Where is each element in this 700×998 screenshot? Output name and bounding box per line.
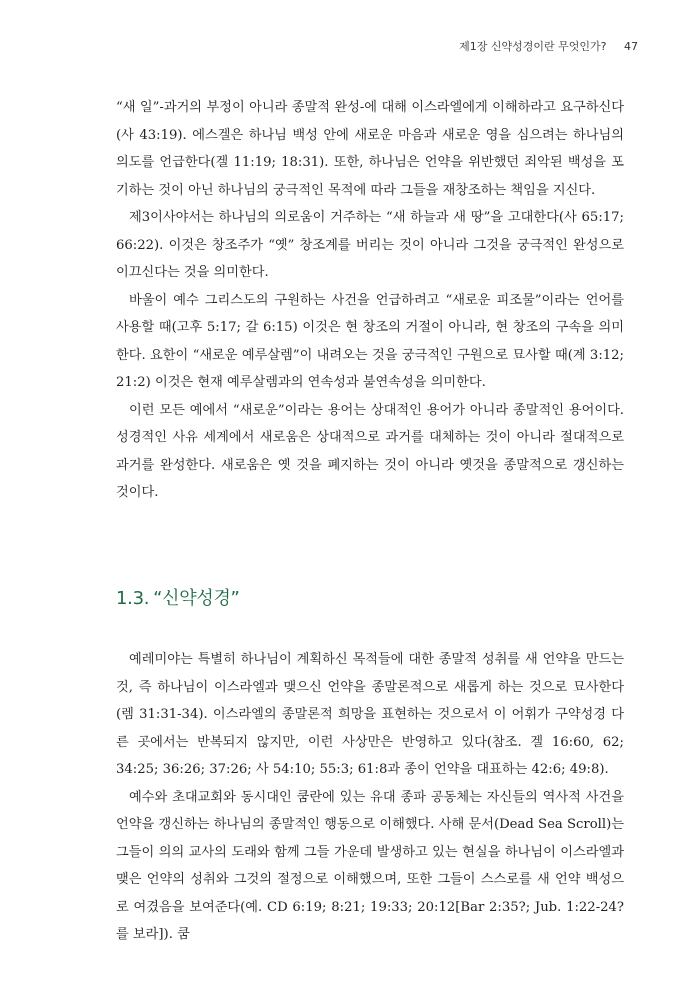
chapter-title: 제1장 신약성경이란 무엇인가?	[459, 40, 607, 53]
page-number: 47	[624, 40, 638, 53]
section-number: 1.3.	[116, 588, 150, 609]
paragraph: 이런 모든 예에서 “새로운”이라는 용어는 상대적인 용어가 아니라 종말적인 용어이다. 성경적인 사유 세계에서 새로움은 상대적으로 과거를 대체하는 것이 아니라 절대적으로 과거를 완성한다. 새로움은 옛 것을 폐지하는 것이 아니라 옛것을 종말적으로 갱신하는 것이다.	[116, 402, 624, 500]
paragraph: 바울이 예수 그리스도의 구원하는 사건을 언급하려고 “새로운 피조물”이라는 언어를 사용할 때(고후 5:17; 갈 6:15) 이것은 현 창조의 거절이 아니라, 현 창조의 구속을 의미한다. 요한이 “새로운 예루살렘”이 내려오는 것을 궁극적인 구원으로 묘사할 때(계 3:12; 21:2) 이것은 현재 예루살렘과의 연속성과 불연속성을 의미한다.	[116, 292, 624, 390]
running-header	[459, 38, 638, 54]
section-text-block	[116, 646, 624, 949]
paragraph: “새 일”-과거의 부정이 아니라 종말적 완성-에 대해 이스라엘에게 이해하라고 요구하신다(사 43:19). 에스겔은 하나님 백성 안에 새로운 마음과 새로운 영을 심으려는 하나님의 의도를 언급한다(겔 11:19; 18:31). 또한, 하나님은 언약을 위반했던 죄악된 백성을 포기하는 것이 아닌 하나님의 궁극적인 목적에 따라 그들을 재창조하는 책임을 지신다.	[116, 100, 624, 198]
paragraph: 제3이사야서는 하나님의 의로움이 거주하는 “새 하늘과 새 땅”을 고대한다(사 65:17; 66:22). 이것은 창조주가 “옛” 창조계를 버리는 것이 아니라 그것을 궁극적인 완성으로 이끄신다는 것을 의미한다.	[116, 210, 624, 280]
section-title: “신약성경”	[153, 588, 240, 609]
paragraph: 예수와 초대교회와 동시대인 쿰란에 있는 유대 종파 공동체는 자신들의 역사적 사건을 언약을 갱신하는 하나님의 종말적인 행동으로 이해했다. 사해 문서(Dead Sea Scroll)는 그들이 의의 교사의 도래와 함께 그들 가운데 발생하고 있는 현실을 하나님이 이스라엘과 맺은 언약의 성취와 그것의 절정으로 이해했으며, 또한 그들이 스스로를 새 언약 백성으로 여겼음을 보여준다(예. CD 6:19; 8:21; 19:33; 20:12[Bar 2:35?; Jub. 1:22-24?를 보라]). 쿰	[116, 789, 624, 942]
paragraph: 예레미야는 특별히 하나님이 계획하신 목적들에 대한 종말적 성취를 새 언약을 만드는 것, 즉 하나님이 이스라엘과 맺으신 언약을 종말론적으로 새롭게 하는 것으로 묘사한다(렘 31:31-34). 이스라엘의 종말론적 희망을 표현하는 것으로서 이 어휘가 구약성경 다른 곳에서는 반복되지 않지만, 이런 사상만은 반영하고 있다(참조. 겔 16:60, 62; 34:25; 36:26; 37:26; 사 54:10; 55:3; 61:8과 종이 언약을 대표하는 42:6; 49:8).	[116, 652, 624, 777]
section-heading	[116, 584, 240, 610]
intro-text-block	[116, 94, 624, 507]
